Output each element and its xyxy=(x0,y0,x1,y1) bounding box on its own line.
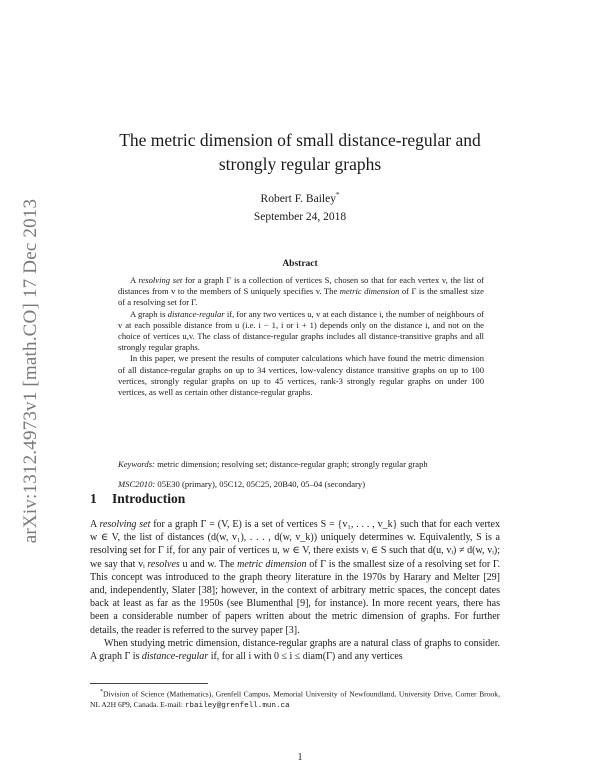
paper-title xyxy=(80,128,520,176)
emphasis: distance-regular xyxy=(141,651,209,663)
title-line-2: strongly regular graphs xyxy=(218,154,382,174)
text-run: if, for any two vertices u, v at each distance i, the number of neighbours of v at each possible distance from u (i.e. i − 1, i or i + 1) depends only on the distance i, and not on the choice of vertices u,v. The class of distance-regular graphs includes all distance-transitive graphs and all strongly regular graphs. xyxy=(118,308,484,353)
text-run: u and w. The xyxy=(179,558,238,570)
abstract-paragraph-2 xyxy=(118,309,484,354)
keywords xyxy=(118,459,484,470)
text-run: for a graph Γ is a collection of vertices S, chosen so that for each vertex v, the list of distances from v to the members of S uniquely specifies v. The xyxy=(118,275,484,297)
msc-classification xyxy=(118,479,484,490)
page-number: 1 xyxy=(297,752,303,763)
section-title: Introduction xyxy=(112,491,186,506)
text-run: A xyxy=(90,519,100,530)
text-run: A xyxy=(130,275,139,285)
section-heading xyxy=(90,491,185,507)
footnote-mark: * xyxy=(100,689,103,695)
abstract-heading: Abstract xyxy=(282,259,318,269)
abstract-paragraph-3: In this paper, we present the results of computer calculations which have found the metric dimension of all distance-regular graphs on up to 34 vertices, low-valency distance transitive graphs on up to 100 vertices, strongly regular graphs on up to 45 vertices, rank-3 strongly regular graphs on under 100 vertices, as well as certain other distance-regular graphs. xyxy=(118,353,484,398)
emphasis: metric dimension xyxy=(339,286,400,297)
msc-text: 05E30 (primary), 05C12, 05C25, 20B40, 05–04 (secondary) xyxy=(155,479,366,489)
text-run: if, for all i with 0 ≤ i ≤ diam(Γ) and any vertices xyxy=(208,651,403,663)
email-address: rbailey@grenfell.mun.ca xyxy=(184,701,290,710)
author xyxy=(0,191,600,205)
text-run: of Γ is the smallest size of a resolving set for Γ. This concept was introduced to the graph theory literature in the 1970s by Harary and Melter [29] and, independently, Slater [38]; however, in the context of arbitrary metric spaces, the concept dates back at least as far as the 1950s (see Blumenthal [9], for instance). In more recent years, there has been a considerable number of papers written about the metric dimension of graphs. For further details, the reader is referred to the survey paper [3]. xyxy=(90,558,501,636)
author-footnote-mark: * xyxy=(335,191,340,199)
msc-label: MSC2010: xyxy=(118,479,156,489)
keywords-label: Keywords: xyxy=(118,459,155,469)
abstract xyxy=(118,275,484,398)
text-run: A graph is xyxy=(130,308,168,319)
author-name: Robert F. Bailey xyxy=(260,192,336,205)
emphasis: resolving set xyxy=(99,519,151,530)
body-paragraph-1 xyxy=(90,518,500,637)
text-run: for a graph Γ = (V, E) is a set of vertices S = {v₁, . . . , v_k} such that for each vertex w ∈ V, the list of distances (d(w, v₁), . . . , d(w, v_k)) uniquely determines w. Equivalently, S is a resolving set for Γ if, for any pair of vertices u, w ∈ V, there exists vᵢ ∈ S such that d(u, vᵢ) ≠ d(w, vᵢ); we say that vᵢ xyxy=(90,519,500,570)
body-text xyxy=(90,518,500,663)
section-number: 1 xyxy=(90,491,97,506)
text-run: When studying metric dimension, distance-regular graphs are a natural class of graphs to consider. A graph Γ is xyxy=(90,637,500,663)
date: September 24, 2018 xyxy=(253,211,347,223)
emphasis: resolves xyxy=(147,558,180,570)
emphasis: metric dimension xyxy=(237,558,307,570)
emphasis: resolving set xyxy=(138,275,183,285)
keywords-text: metric dimension; resolving set; distance-regular graph; strongly regular graph xyxy=(154,459,428,469)
footnote-divider xyxy=(90,683,208,684)
body-paragraph-2 xyxy=(90,637,500,663)
footnote xyxy=(90,687,500,711)
abstract-paragraph-1 xyxy=(118,275,484,309)
arxiv-identifier: arXiv:1312.4973v1 [math.CO] 17 Dec 2013 xyxy=(20,198,41,544)
title-line-1: The metric dimension of small distance-regular and xyxy=(119,130,481,150)
arxiv-sidebar xyxy=(16,176,46,566)
footnote-text: Division of Science (Mathematics), Grenfell Campus, Memorial University of Newfoundland, University Drive, Corner Brook, NL A2H 6P9, Canada. E-mail: xyxy=(90,689,500,709)
emphasis: distance-regular xyxy=(167,308,225,319)
text-run: of Γ is the smallest size of a resolving set for Γ. xyxy=(118,286,484,308)
